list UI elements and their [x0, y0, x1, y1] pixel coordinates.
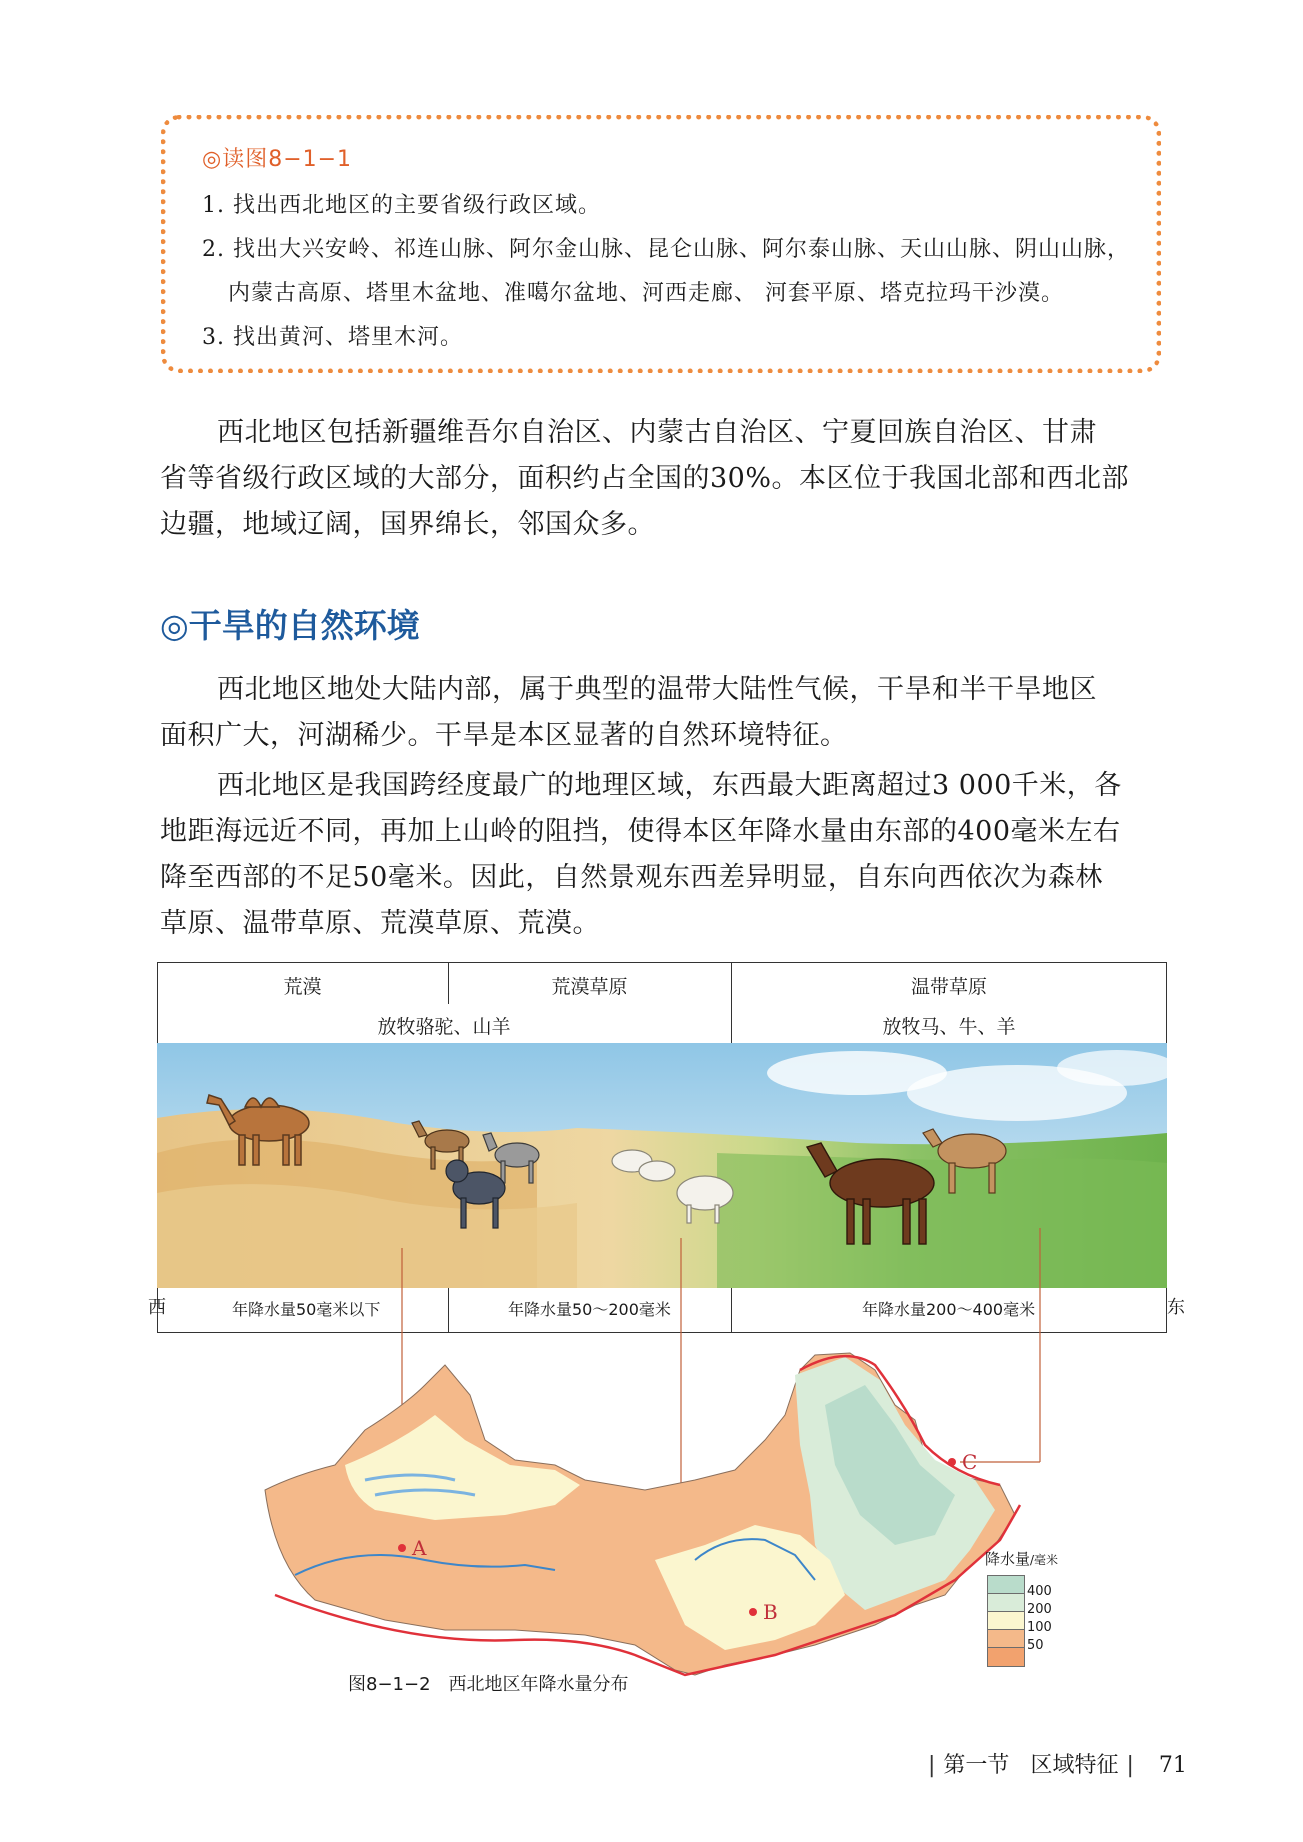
landscape-desert: 荒漠: [283, 976, 322, 998]
reading-item-2-continued: 内蒙古高原、塔里木盆地、准噶尔盆地、河西走廊、 河套平原、塔克拉玛干沙漠。: [228, 281, 1064, 306]
text-line: 边疆，地域辽阔，国界绵长，邻国众多。: [160, 509, 655, 540]
landscape-temperate-steppe: 温带草原: [910, 976, 987, 998]
text-line: 降至西部的不足50毫米。因此，自然景观东西差异明显，自东向西依次为森林: [160, 862, 1103, 893]
legend-value: 200: [1027, 1602, 1052, 1617]
legend-swatch: [987, 1575, 1025, 1595]
map-point-c: C: [962, 1450, 978, 1474]
reading-item-1: 1. 找出西北地区的主要省级行政区域。: [202, 193, 601, 218]
legend-value: 100: [1027, 1620, 1052, 1635]
direction-west: 西: [148, 1297, 166, 1318]
direction-east: 东: [1167, 1297, 1185, 1318]
text-line: 草原、温带草原、荒漠草原、荒漠。: [160, 908, 600, 939]
precipitation-map: [255, 1345, 1055, 1685]
reading-item-2: 2. 找出大兴安岭、祁连山脉、阿尔金山脉、昆仑山脉、阿尔泰山脉、天山山脉、阴山山脉，: [202, 237, 1130, 262]
grazing-west: 放牧骆驼、山羊: [377, 1016, 511, 1038]
legend-swatch: [987, 1629, 1025, 1649]
footer-section: 第一节: [943, 1753, 1010, 1778]
map-point-b: B: [763, 1600, 778, 1624]
legend-value: 50: [1027, 1638, 1044, 1653]
legend-value: 400: [1027, 1584, 1052, 1599]
legend-swatch: [987, 1593, 1025, 1613]
figure-caption: 图8−1−2 西北地区年降水量分布: [348, 1674, 629, 1695]
page-footer: | 第一节 区域特征 | 71: [928, 1753, 1187, 1778]
text-line: 西北地区地处大陆内部，属于典型的温带大陆性气候，干旱和半干旱地区: [217, 674, 1097, 705]
legend-swatch: [987, 1611, 1025, 1631]
page-number: 71: [1158, 1753, 1187, 1778]
legend-swatch: [987, 1647, 1025, 1667]
grazing-east: 放牧马、牛、羊: [882, 1016, 1016, 1038]
text-line: 地距海远近不同，再加上山岭的阻挡，使得本区年降水量由东部的400毫米左右: [160, 816, 1121, 847]
landscape-desert-steppe: 荒漠草原: [551, 976, 628, 998]
precip-label-west: 年降水量50毫米以下: [232, 1300, 381, 1319]
precip-label-east: 年降水量200～400毫米: [862, 1300, 1036, 1319]
reading-item-3: 3. 找出黄河、塔里木河。: [202, 325, 463, 350]
text-line: 西北地区包括新疆维吾尔自治区、内蒙古自治区、宁夏回族自治区、甘肃: [217, 417, 1097, 448]
text-line: 面积广大，河湖稀少。干旱是本区显著的自然环境特征。: [160, 720, 848, 751]
footer-title: 区域特征: [1030, 1753, 1119, 1778]
legend-title: 降水量/毫米: [985, 1550, 1059, 1568]
map-point-a: A: [412, 1536, 427, 1560]
text-line: 西北地区是我国跨经度最广的地理区域，东西最大距离超过3 000千米，各: [217, 770, 1122, 801]
reading-box-title: ◎读图8−1−1: [202, 147, 353, 172]
precip-label-middle: 年降水量50～200毫米: [508, 1300, 671, 1319]
text-line: 省等省级行政区域的大部分，面积约占全国的30%。本区位于我国北部和西北部: [160, 463, 1130, 494]
precipitation-legend: [985, 1548, 1105, 1668]
section-heading: ◎干旱的自然环境: [160, 606, 420, 645]
